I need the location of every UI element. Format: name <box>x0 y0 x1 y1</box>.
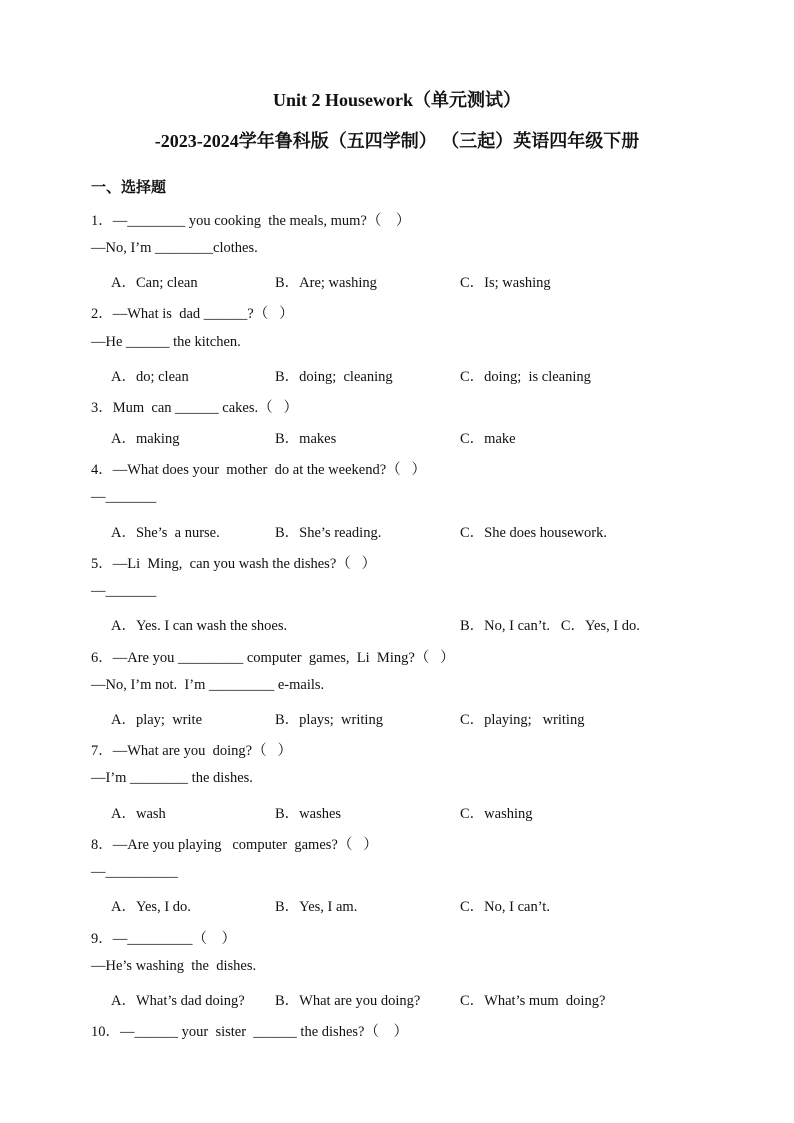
question-1-stem: 1．—________ you cooking the meals, mum?（ ） <box>91 213 411 229</box>
question-9-answer-line: —He’s washing the dishes. <box>91 958 257 974</box>
question-10-stem: 10．—______ your sister ______ the dishes?（ ） <box>91 1024 408 1040</box>
question-9-options <box>111 989 771 1009</box>
question-8-stem: 8．—Are you playing computer games?（ ） <box>91 837 378 853</box>
question-5-options <box>111 614 771 634</box>
option-c[interactable]: C．playing; writing <box>460 712 585 728</box>
question-7-stem: 7．—What are you doing?（ ） <box>91 743 292 759</box>
question-6-stem: 6．—Are you _________ computer games, Li Ming?（ ） <box>91 650 455 666</box>
option-b[interactable]: B．plays; writing <box>275 712 383 728</box>
option-a[interactable]: A．Yes. I can wash the shoes. <box>111 618 288 634</box>
question-8-answer-line: —__________ <box>91 864 178 880</box>
option-b[interactable]: B．She’s reading. <box>275 525 382 541</box>
question-4-options <box>111 521 771 541</box>
question-7-answer-line: —I’m ________ the dishes. <box>91 770 253 786</box>
title-line-2: -2023-2024学年鲁科版（五四学制） （三起）英语四年级下册 <box>154 131 640 151</box>
question-2-stem: 2．—What is dad ______?（ ） <box>91 306 294 322</box>
option-a[interactable]: A．making <box>111 431 180 447</box>
option-a[interactable]: A．play; write <box>111 712 203 728</box>
question-4-stem: 4．—What does your mother do at the weekend?（ ） <box>91 462 427 478</box>
option-b[interactable]: B．doing; cleaning <box>275 369 393 385</box>
option-c[interactable]: C．washing <box>460 806 533 822</box>
option-b[interactable]: B．makes <box>275 431 337 447</box>
question-2-answer-line: —He ______ the kitchen. <box>91 334 241 350</box>
question-6-options <box>111 708 771 728</box>
option-c[interactable]: C．make <box>460 431 516 447</box>
section-heading: 一、选择题 <box>91 180 167 196</box>
option-c[interactable]: C．doing; is cleaning <box>460 369 591 385</box>
option-a[interactable]: A．What’s dad doing? <box>111 993 245 1009</box>
question-2-options <box>111 365 771 385</box>
option-b[interactable]: B．Yes, I am. <box>275 899 358 915</box>
option-c[interactable]: C．No, I can’t. <box>460 899 550 915</box>
option-a[interactable]: A．She’s a nurse. <box>111 525 220 541</box>
question-5-stem: 5．—Li Ming, can you wash the dishes?（ ） <box>91 556 377 572</box>
option-a[interactable]: A．wash <box>111 806 166 822</box>
question-1-options <box>111 271 771 291</box>
title-line-1: Unit 2 Housework（单元测试） <box>272 90 521 110</box>
question-8-options <box>111 895 771 915</box>
option-a[interactable]: A．Can; clean <box>111 275 198 291</box>
question-3-stem: 3．Mum can ______ cakes.（ ） <box>91 400 298 416</box>
option-b[interactable]: B．Are; washing <box>275 275 377 291</box>
option-c[interactable]: C．What’s mum doing? <box>460 993 606 1009</box>
question-9-stem: 9．—_________（ ） <box>91 931 236 947</box>
option-c[interactable]: C．She does housework. <box>460 525 608 541</box>
option-c[interactable]: C．Is; washing <box>460 275 551 291</box>
question-4-answer-line: —_______ <box>91 489 157 505</box>
option-b[interactable]: B．washes <box>275 806 342 822</box>
question-1-answer-line: —No, I’m ________clothes. <box>91 240 258 256</box>
question-6-answer-line: —No, I’m not. I’m _________ e-mails. <box>91 677 325 693</box>
option-b[interactable]: B．What are you doing? <box>275 993 421 1009</box>
option-b-c[interactable]: B．No, I can’t. C．Yes, I do. <box>460 618 640 634</box>
question-3-options <box>111 427 771 447</box>
question-5-answer-line: —_______ <box>91 583 157 599</box>
option-a[interactable]: A．do; clean <box>111 369 189 385</box>
question-7-options <box>111 802 771 822</box>
option-a[interactable]: A．Yes, I do. <box>111 899 191 915</box>
